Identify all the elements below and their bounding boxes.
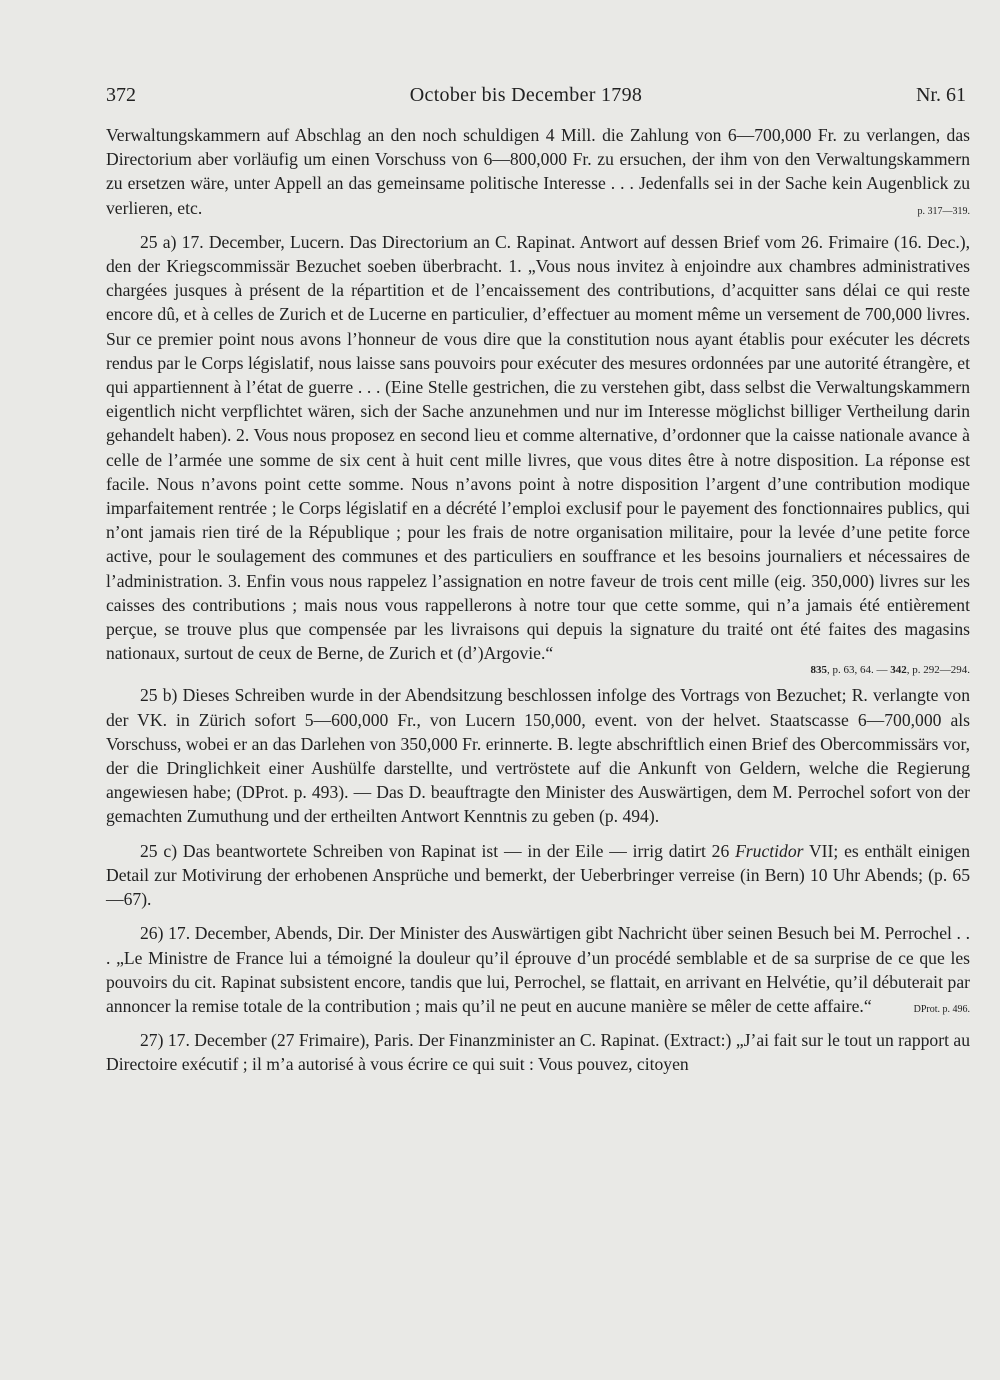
paragraph-25c: 25 c) Das beantwortete Schreiben von Rapinat ist — in der Eile — irrig datirt 26 Fructidor VII; es enthält einigen Detail zur Motivirung der erhobenen Ansprüche und bemerkt, der Ueberbringer verreise (in Bern) 10 Uhr Abends; (p. 65—67). [106, 840, 970, 910]
paragraph-25b: 25 b) Dieses Schreiben wurde in der Abendsitzung beschlossen infolge des Vortrags von Bezuchet; R. verlangte von der VK. in Zürich sofort 5—600,000 Fr., von Lucern 150,000, event. von der helvet. Staatscasse 6—700,000 als Vorschuss, wobei er an das Darlehen von 350,000 Fr. erinnerte. B. legte abschriftlich einen Brief des Obercommissärs vor, der die Dringlichkeit einer Aushülfe darstellte, und vertröstete auf die Ankunft von Geldern, welche die Regierung angewiesen habe; (DProt. p. 493). — Das D. beauftragte den Minister des Auswärtigen, dem M. Perrochel sofort von der gemachten Zumuthung und der ertheilten Antwort Kenntnis zu geben (p. 494). [106, 685, 970, 827]
paragraph-25a: 25 a) 17. December, Lucern. Das Directorium an C. Rapinat. Antwort auf dessen Brief vom 26. Frimaire (16. Dec.), den der Kriegscommissär Bezuchet soeben überbracht. 1. „Vous nous invitez à enjoindre aux chambres administratives chargées jusques à présent de la répartition et de l’encaissement des contributions, d’acquitter sans délai ce qui reste encore dû, et à celles de Zurich et de Lucerne en particulier, d’effectuer au moment même un versement de 700,000 livres. Sur ce premier point nous avons l’honneur de vous dire que la constitution nous ayant établis pour exécuter les décrets rendus par le Corps législatif, nous laisse sans pouvoirs pour exécuter des mesures ordonnées par une autorité étrangère, et qui appartiennent à l’état de guerre . . . (Eine Stelle gestrichen, die zu verstehen gibt, dass selbst die Verwaltungskammern eigentlich nicht verpflichtet wären, sich der Sache anzunehmen und nur im Interesse möglichst billiger Vertheilung darin gehandelt haben). 2. Vous nous proposez en second lieu et comme alternative, d’ordonner que la caisse nationale avance à celle de l’armée une somme de six cent à huit cent mille livres, que vous dites être à notre disposition. La réponse est facile. Nous n’avons point cette somme. Nous n’avons point à notre disposition l’argent d’une contribution modique imparfaitement rentrée ; le Corps législatif en a décrété l’emploi exclusif pour le payement des fonctionnaires publics, qui n’ont jamais rien tiré de la République ; pour les frais de notre organisation militaire, pour la levée d’une petite force active, pour le soulagement des communes et des particuliers en souffrance et les besoins journaliers et nécessaires de l’administration. 3. Enfin vous nous rappelez l’assignation en notre faveur de trois cent mille (eig. 350,000) livres sur les caisses des contributions ; mais nous vous rappellerons à notre tour que cette somme, qui n’a jamais été entièrement perçue, se trouve plus que compensée par les livraisons qui depuis la signature du traité ont été faites des magasins nationaux, surtout de ceux de Berne, de Zurich et (d’)Argovie.“ [106, 231, 970, 664]
page-number: 372 [106, 84, 136, 106]
paragraph-27: 27) 17. December (27 Frimaire), Paris. Der Finanzminister an C. Rapinat. (Extract:) „J’ai fait sur le tout un rapport au Directoire exécutif ; il m’a autorisé à vous écrire ce qui suit : Vous pouvez, citoyen [106, 1030, 970, 1075]
source-reference-26: DProt. p. 496. [913, 1003, 970, 1015]
section-number: Nr. 61 [915, 84, 966, 106]
paragraph-continuation: Verwaltungskammern auf Abschlag an den noch schuldigen 4 Mill. die Zahlung von 6—700,000 Fr. zu verlangen, das Directorium aber vorläufig um einen Vorschuss von 6—800,000 Fr. zu ersuchen, der ihm von den Verwaltungskammern zu ersetzen wäre, unter Appell an das gemeinsame politische Interesse . . . Jedenfalls sei in der Sache kein Augenblick zu verlieren, etc. p. 317—319. [106, 123, 970, 220]
page-header [106, 84, 966, 107]
source-reference-25a: 835, p. 63, 64. — 342, p. 292—294. [810, 664, 970, 677]
body-text [106, 123, 970, 1077]
source-reference: p. 317—319. [917, 205, 970, 217]
paragraph-26: 26) 17. December, Abends, Dir. Der Minister des Auswärtigen gibt Nachricht über seinen Besuch bei M. Perrochel . . . „Le Ministre de France lui a témoigné la douleur qu’il éprouve d’un procédé semblable et de sa surprise de ce que les pouvoirs du cit. Rapinat subsistent encore, tandis que lui, Perrochel, se flattait, en arrivant en Helvétie, qu’il débuterait par annoncer la remise totale de la contribution ; mais qu’il ne peut en aucune manière se mêler de cette affaire.“ DProt. p. 496. [106, 921, 970, 1018]
running-title: October bis December 1798 [409, 84, 643, 106]
